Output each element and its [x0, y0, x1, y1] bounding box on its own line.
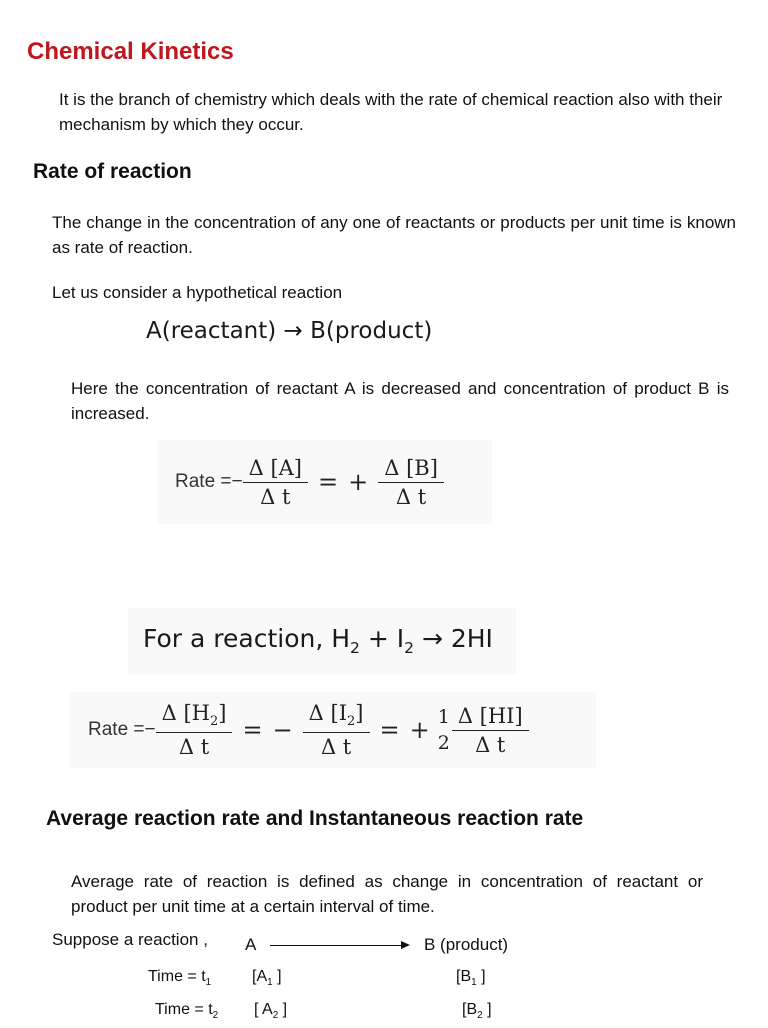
example-reaction: For a reaction, $H_2 + I_2 \to 2HI$: [143, 624, 493, 657]
rate-equation-1: [158, 440, 492, 524]
concentration-b2: [$B_2$ ]: [462, 1001, 492, 1022]
consider-text: Let us consider a hypothetical reaction: [52, 283, 343, 302]
fraction-delta-b: [378, 456, 444, 509]
numerator: Δ [A]: [243, 456, 308, 483]
denominator: 2: [437, 732, 450, 754]
numerator: Δ $[H_2]$: [156, 701, 233, 732]
time-t1-label: Time = $t_1$: [148, 968, 212, 989]
rate-label: Rate =−: [88, 719, 156, 740]
intro-paragraph: It is the branch of chemistry which deals with the rate of chemical reaction also with their mechanism by which they occur.: [59, 90, 723, 134]
rate-of-reaction-heading: Rate of reaction: [33, 160, 192, 183]
fraction-one-half: [436, 706, 452, 754]
reaction-arrow-head: [401, 941, 410, 949]
numerator: Δ [HI]: [452, 704, 529, 731]
example-reaction-box: [128, 608, 516, 674]
equals-sign: =: [242, 716, 263, 744]
hypothetical-reaction: A(reactant) → B(product): [146, 318, 433, 344]
reactant-a: A: [245, 935, 257, 954]
equals-sign: =: [379, 716, 400, 744]
suppose-text: Suppose a reaction ,: [52, 930, 208, 949]
numerator: 1: [437, 706, 450, 728]
plus-sign: +: [409, 716, 430, 744]
fraction-delta-i2: [303, 701, 370, 758]
concentration-b1: [$B_1$ ]: [456, 968, 486, 989]
concentration-a2: [ $A_2$ ]: [254, 1001, 288, 1022]
page-title: Chemical Kinetics: [27, 38, 234, 65]
concentration-a1: [$A_1$ ]: [252, 968, 282, 989]
rate-equation-2: [70, 692, 596, 768]
denominator: Δ t: [178, 734, 210, 759]
numerator: Δ $[I_2]$: [303, 701, 370, 732]
average-rate-heading: Average reaction rate and Instantaneous reaction rate: [46, 807, 584, 830]
fraction-delta-a: [243, 456, 308, 509]
plus-sign: +: [348, 468, 369, 496]
average-rate-definition: Average rate of reaction is defined as change in concentration of reactant or product per unit time at a certain interval of time.: [71, 872, 703, 916]
time-t2-label: Time = $t_2$: [155, 1001, 219, 1022]
denominator: Δ t: [260, 484, 291, 509]
denominator: Δ t: [475, 732, 506, 757]
reaction-arrow-line: [270, 945, 402, 946]
numerator: Δ [B]: [378, 456, 444, 483]
rate-label: Rate =−: [175, 471, 243, 492]
product-b: B (product): [424, 935, 509, 954]
rate-definition: The change in the concentration of any one of reactants or products per unit time is known as rate of reaction.: [52, 213, 736, 257]
fraction-delta-hi: [452, 704, 529, 757]
minus-sign: −: [272, 716, 293, 744]
equals-sign: =: [318, 468, 339, 496]
fraction-delta-h2: [156, 701, 233, 758]
denominator: Δ t: [320, 734, 352, 759]
denominator: Δ t: [395, 484, 427, 509]
concentration-explanation: Here the concentration of reactant A is decreased and concentration of product B is increased.: [71, 379, 729, 423]
